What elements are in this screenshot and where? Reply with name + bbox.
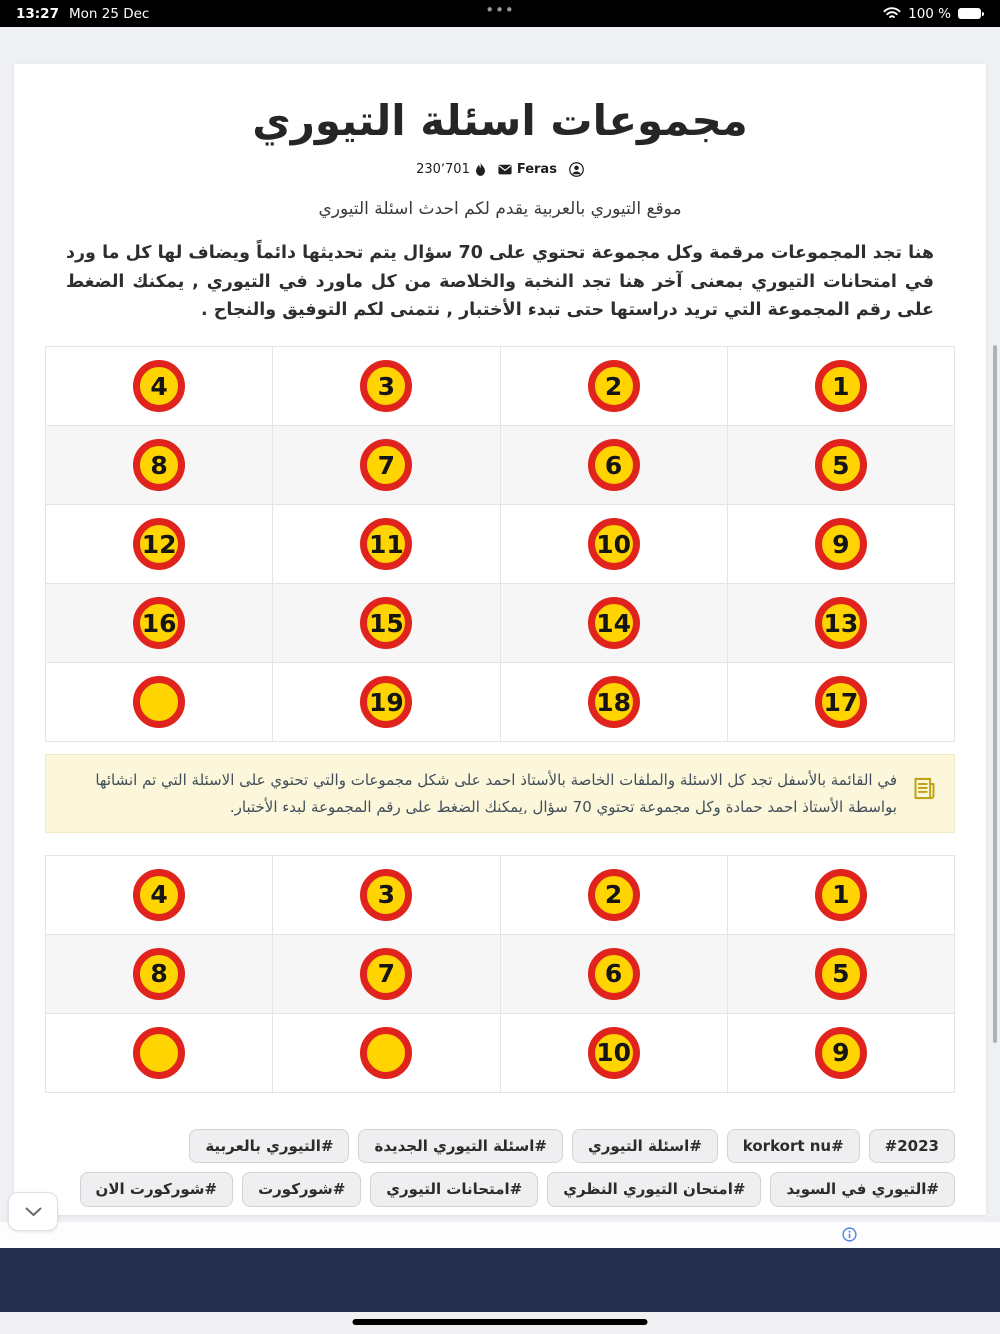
group-badge[interactable]: 19 xyxy=(360,676,412,728)
group-cell xyxy=(501,663,728,741)
group-cell xyxy=(273,663,500,741)
group-badge[interactable]: 6 xyxy=(588,439,640,491)
hashtag-button[interactable]: #التيوري بالعربية xyxy=(189,1129,349,1164)
group-row xyxy=(46,934,954,1013)
group-badge[interactable]: 8 xyxy=(133,948,185,1000)
hashtag-button[interactable]: #امتحان التيوري النظري xyxy=(547,1172,761,1207)
group-badge[interactable]: 5 xyxy=(815,948,867,1000)
flame-icon xyxy=(475,162,486,177)
info-note xyxy=(45,754,955,833)
status-date: Mon 25 Dec xyxy=(68,5,150,22)
site-subtitle: موقع التيوري بالعربية يقدم لكم احدث اسئلة التيوري xyxy=(318,199,682,220)
ad-strip xyxy=(0,1222,1000,1248)
home-indicator[interactable] xyxy=(353,1319,648,1325)
group-cell xyxy=(273,426,500,504)
hashtag-button[interactable]: korkort nu# xyxy=(727,1129,860,1164)
group-row xyxy=(46,504,954,583)
group-cell xyxy=(728,505,954,583)
group-badge[interactable]: 4 xyxy=(133,360,185,412)
status-bar xyxy=(0,0,1000,27)
author-avatar-icon xyxy=(569,162,584,177)
group-badge[interactable]: 7 xyxy=(360,948,412,1000)
hashtag-button[interactable]: #شوركورت xyxy=(242,1172,361,1207)
group-cell xyxy=(46,1014,273,1092)
groups-table-ahmad xyxy=(45,855,955,1093)
group-cell xyxy=(273,935,500,1013)
group-row xyxy=(46,662,954,741)
group-cell xyxy=(273,1014,500,1092)
group-cell xyxy=(273,505,500,583)
hashtag-button[interactable]: #اسئلة التيوري الجديدة xyxy=(358,1129,562,1164)
group-badge[interactable]: 2 xyxy=(588,360,640,412)
group-badge[interactable]: 14 xyxy=(588,597,640,649)
views-item xyxy=(416,162,486,177)
author-name: Feras xyxy=(516,162,557,178)
status-right xyxy=(883,6,984,22)
ad-info-icon[interactable] xyxy=(842,1227,857,1242)
wifi-icon xyxy=(883,7,901,20)
note-text: في القائمة بالأسفل تجد كل الاسئلة والملفات الخاصة بالأستاذ احمد على شكل مجموعات والتي تحتوي على الاسئلة التي تم انشائها بواسطة الأستاذ احمد حمادة وكل مجموعة تحتوي 70 سؤال ,يمكنك الضغط على رقم المجموعة لبدء الأختبار. xyxy=(95,771,897,816)
group-badge[interactable]: 1 xyxy=(815,869,867,921)
group-cell xyxy=(501,935,728,1013)
group-badge[interactable]: 4 xyxy=(133,869,185,921)
group-cell xyxy=(501,505,728,583)
group-cell xyxy=(46,347,273,425)
battery-icon xyxy=(958,8,984,19)
group-badge[interactable]: 8 xyxy=(133,439,185,491)
group-cell xyxy=(273,347,500,425)
group-badge-empty[interactable] xyxy=(133,676,185,728)
group-badge-empty[interactable] xyxy=(360,1027,412,1079)
group-badge[interactable]: 13 xyxy=(815,597,867,649)
group-cell xyxy=(728,584,954,662)
group-cell xyxy=(46,663,273,741)
status-time: 13:27 xyxy=(16,5,59,22)
battery-percent: 100 % xyxy=(908,5,951,22)
group-badge[interactable]: 10 xyxy=(588,518,640,570)
group-cell xyxy=(46,505,273,583)
chevron-down-icon xyxy=(25,1207,42,1217)
group-badge[interactable]: 3 xyxy=(360,869,412,921)
status-left xyxy=(16,6,149,22)
group-cell xyxy=(728,1014,954,1092)
page-title: مجموعات اسئلة التيوري xyxy=(252,96,748,145)
group-badge[interactable]: 7 xyxy=(360,439,412,491)
group-row xyxy=(46,856,954,934)
group-cell xyxy=(273,856,500,934)
group-row xyxy=(46,1013,954,1092)
group-cell xyxy=(46,426,273,504)
group-cell xyxy=(501,584,728,662)
content-card xyxy=(14,64,986,1215)
group-cell xyxy=(273,584,500,662)
views-count: 230٬701 xyxy=(416,162,470,178)
group-badge[interactable]: 12 xyxy=(133,518,185,570)
ad-banner[interactable] xyxy=(0,1248,1000,1312)
group-cell xyxy=(728,856,954,934)
group-row xyxy=(46,425,954,504)
intro-paragraph: هنا تجد المجموعات مرقمة وكل مجموعة تحتوي على 70 سؤال يتم تحديثها دائماً ويضاف لها كل ما ورد في امتحانات التيوري بمعنى آخر هنا تجد النخبة والخلاصة من كل ماورد في التيوري , يمكنك الضغط على رقم المجموعة التي تريد دراستها حتى تبدء الأختبار , نتمنى لكم التوفيق والنجاح . xyxy=(66,243,934,321)
group-cell xyxy=(728,663,954,741)
group-badge[interactable]: 17 xyxy=(815,676,867,728)
group-badge[interactable]: 9 xyxy=(815,518,867,570)
group-badge[interactable]: 6 xyxy=(588,948,640,1000)
hashtag-button[interactable]: #2023 xyxy=(869,1129,955,1164)
group-cell xyxy=(501,1014,728,1092)
status-dots[interactable]: ••• xyxy=(485,1,515,19)
group-cell xyxy=(728,347,954,425)
group-cell xyxy=(501,856,728,934)
hashtag-row-1 xyxy=(45,1129,955,1164)
group-badge[interactable]: 11 xyxy=(360,518,412,570)
group-cell xyxy=(501,426,728,504)
group-badge[interactable]: 3 xyxy=(360,360,412,412)
group-cell xyxy=(728,426,954,504)
document-icon xyxy=(911,775,938,806)
group-badge[interactable]: 2 xyxy=(588,869,640,921)
group-badge[interactable]: 9 xyxy=(815,1027,867,1079)
group-cell xyxy=(46,856,273,934)
hashtag-row-2 xyxy=(45,1172,955,1207)
groups-table-main xyxy=(45,346,955,742)
group-badge-empty[interactable] xyxy=(133,1027,185,1079)
author-item[interactable] xyxy=(498,162,557,177)
hashtag-button[interactable]: #شوركورت الان xyxy=(80,1172,234,1207)
group-badge[interactable]: 15 xyxy=(360,597,412,649)
group-cell xyxy=(46,584,273,662)
hashtag-button[interactable]: #امتحانات التيوري xyxy=(370,1172,538,1207)
collapse-ad-button[interactable] xyxy=(8,1192,58,1231)
group-badge[interactable]: 5 xyxy=(815,439,867,491)
group-badge[interactable]: 18 xyxy=(588,676,640,728)
hashtag-button[interactable]: #اسئلة التيوري xyxy=(572,1129,718,1164)
group-row xyxy=(46,583,954,662)
group-cell xyxy=(46,935,273,1013)
post-meta xyxy=(45,162,955,177)
group-badge[interactable]: 1 xyxy=(815,360,867,412)
email-icon xyxy=(498,164,512,175)
group-row xyxy=(46,347,954,425)
group-badge[interactable]: 16 xyxy=(133,597,185,649)
group-badge[interactable]: 10 xyxy=(588,1027,640,1079)
hashtag-button[interactable]: #التيوري في السويد xyxy=(770,1172,955,1207)
scrollbar[interactable] xyxy=(993,345,997,1043)
group-cell xyxy=(728,935,954,1013)
group-cell xyxy=(501,347,728,425)
